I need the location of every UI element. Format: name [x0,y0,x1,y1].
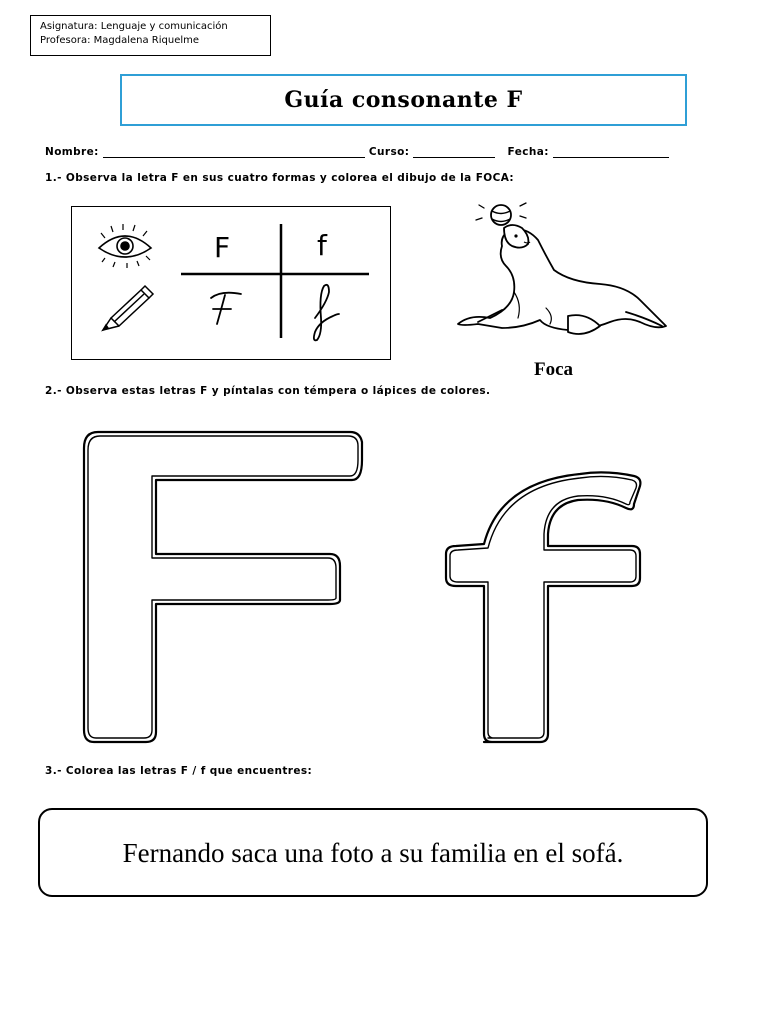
instruction-3: 3.- Colorea las letras F / f que encuentres: [45,765,313,777]
sentence-text: Fernando saca una foto a su familia en el sofá. [122,837,624,868]
teacher-label: Profesora: Magdalena Riquelme [40,35,200,46]
name-field[interactable] [103,147,365,158]
student-fields [45,146,715,158]
pencil-icon [103,286,153,330]
instruction-1: 1.- Observa la letra F en sus cuatro formas y colorea el dibujo de la FOCA: [45,172,515,184]
header-box [30,15,271,56]
seal-illustration [450,196,672,356]
print-upper-f: F [214,231,231,264]
letter-forms-box [71,206,391,360]
title-box [120,74,687,126]
eye-icon [99,224,151,268]
name-label: Nombre: [45,146,99,158]
instruction-2: 2.- Observa estas letras F y píntalas con témpera o lápices de colores. [45,385,491,397]
big-letters-area [60,400,700,760]
date-label: Fecha: [507,146,549,158]
seal-caption: Foca [534,359,574,380]
date-field[interactable] [553,147,669,158]
subject-label: Asignatura: Lenguaje y comunicación [40,21,228,32]
page-title: Guía consonante F [284,87,523,113]
cursive-upper-f-glyph [211,293,241,324]
print-lower-f: f [317,229,327,262]
big-letter-lower-f [446,472,640,742]
course-field[interactable] [413,147,495,158]
sentence-box [38,808,708,897]
big-letter-upper-f [84,432,362,742]
cursive-lower-f-glyph [314,285,339,340]
course-label: Curso: [368,146,410,158]
ball-icon [491,205,511,225]
